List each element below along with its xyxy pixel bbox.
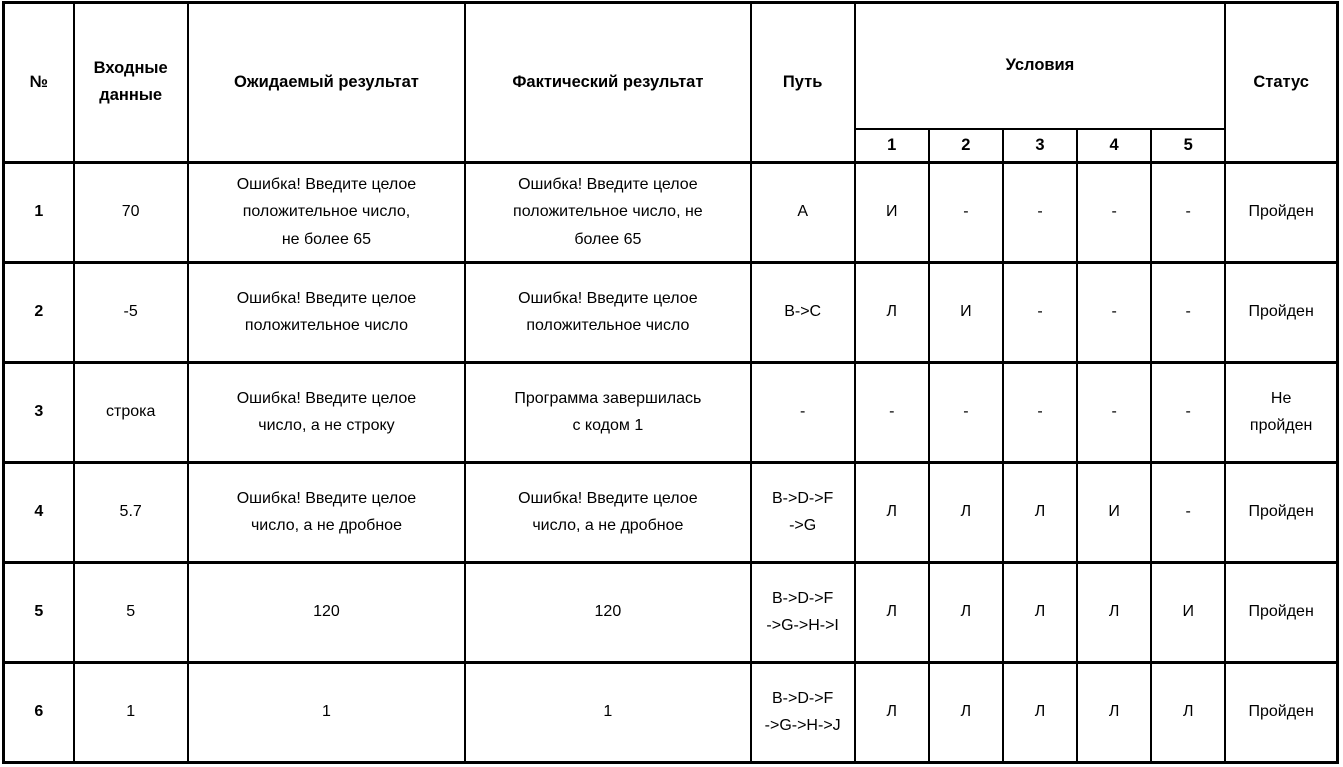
cell-actual: 120 <box>465 562 750 662</box>
cell-condition-4: - <box>1077 162 1151 262</box>
cell-actual: Программа завершилась с кодом 1 <box>465 362 750 462</box>
cell-condition-2: Л <box>929 562 1003 662</box>
cell-condition-2: - <box>929 362 1003 462</box>
cell-condition-3: Л <box>1003 462 1077 562</box>
cell-condition-2: - <box>929 162 1003 262</box>
header-cell-condition-2: 2 <box>929 129 1003 163</box>
cell-condition-1: И <box>855 162 929 262</box>
cell-actual: 1 <box>465 662 750 762</box>
cell-input: строка <box>74 362 188 462</box>
cell-condition-1: Л <box>855 462 929 562</box>
header-cell-condition-4: 4 <box>1077 129 1151 163</box>
cell-condition-5: - <box>1151 262 1225 362</box>
header-cell-num: № <box>4 3 74 163</box>
cell-expected: Ошибка! Введите целое положительное число, не более 65 <box>188 162 465 262</box>
cell-num: 4 <box>4 462 74 562</box>
cell-condition-2: Л <box>929 662 1003 762</box>
table-body <box>4 162 1338 762</box>
cell-condition-1: Л <box>855 262 929 362</box>
cell-condition-5: Л <box>1151 662 1225 762</box>
cell-status: Пройден <box>1225 162 1337 262</box>
table-header <box>4 3 1338 163</box>
header-cell-path: Путь <box>751 3 855 163</box>
cell-expected: Ошибка! Введите целое число, а не строку <box>188 362 465 462</box>
cell-num: 6 <box>4 662 74 762</box>
cell-condition-4: Л <box>1077 662 1151 762</box>
cell-expected: Ошибка! Введите целое число, а не дробное <box>188 462 465 562</box>
cell-actual: Ошибка! Введите целое положительное число <box>465 262 750 362</box>
table-row <box>4 262 1338 362</box>
cell-input: 5 <box>74 562 188 662</box>
header-cell-status: Статус <box>1225 3 1337 163</box>
cell-num: 2 <box>4 262 74 362</box>
cell-condition-2: Л <box>929 462 1003 562</box>
cell-status: Пройден <box>1225 662 1337 762</box>
header-cell-condition-1: 1 <box>855 129 929 163</box>
cell-condition-3: Л <box>1003 562 1077 662</box>
cell-condition-4: - <box>1077 362 1151 462</box>
cell-expected: Ошибка! Введите целое положительное число <box>188 262 465 362</box>
cell-expected: 1 <box>188 662 465 762</box>
cell-status: Пройден <box>1225 562 1337 662</box>
header-cell-condition-5: 5 <box>1151 129 1225 163</box>
table-row <box>4 662 1338 762</box>
cell-condition-5: - <box>1151 462 1225 562</box>
header-cell-condition-3: 3 <box>1003 129 1077 163</box>
cell-condition-5: И <box>1151 562 1225 662</box>
cell-condition-4: И <box>1077 462 1151 562</box>
cell-condition-3: - <box>1003 162 1077 262</box>
header-cell-input: Входные данные <box>74 3 188 163</box>
cell-path: B->D->F ->G->H->I <box>751 562 855 662</box>
table-row <box>4 162 1338 262</box>
cell-actual: Ошибка! Введите целое положительное число, не более 65 <box>465 162 750 262</box>
cell-status: Пройден <box>1225 262 1337 362</box>
cell-path: B->C <box>751 262 855 362</box>
header-cell-expected: Ожидаемый результат <box>188 3 465 163</box>
test-cases-table <box>2 1 1339 764</box>
table-row <box>4 362 1338 462</box>
cell-path: B->D->F ->G <box>751 462 855 562</box>
cell-condition-5: - <box>1151 362 1225 462</box>
cell-num: 3 <box>4 362 74 462</box>
header-cell-conditions-group: Условия <box>855 3 1226 129</box>
cell-status: Пройден <box>1225 462 1337 562</box>
cell-condition-3: - <box>1003 362 1077 462</box>
cell-path: A <box>751 162 855 262</box>
table-row <box>4 562 1338 662</box>
cell-expected: 120 <box>188 562 465 662</box>
cell-condition-3: Л <box>1003 662 1077 762</box>
cell-input: 70 <box>74 162 188 262</box>
cell-path: B->D->F ->G->H->J <box>751 662 855 762</box>
cell-condition-3: - <box>1003 262 1077 362</box>
cell-condition-1: - <box>855 362 929 462</box>
cell-num: 5 <box>4 562 74 662</box>
cell-input: 5.7 <box>74 462 188 562</box>
cell-condition-5: - <box>1151 162 1225 262</box>
header-cell-actual: Фактический результат <box>465 3 750 163</box>
cell-condition-4: - <box>1077 262 1151 362</box>
cell-input: -5 <box>74 262 188 362</box>
cell-condition-4: Л <box>1077 562 1151 662</box>
cell-input: 1 <box>74 662 188 762</box>
cell-condition-1: Л <box>855 562 929 662</box>
cell-path: - <box>751 362 855 462</box>
table-row <box>4 462 1338 562</box>
cell-num: 1 <box>4 162 74 262</box>
cell-condition-1: Л <box>855 662 929 762</box>
cell-condition-2: И <box>929 262 1003 362</box>
cell-actual: Ошибка! Введите целое число, а не дробное <box>465 462 750 562</box>
cell-status: Не пройден <box>1225 362 1337 462</box>
